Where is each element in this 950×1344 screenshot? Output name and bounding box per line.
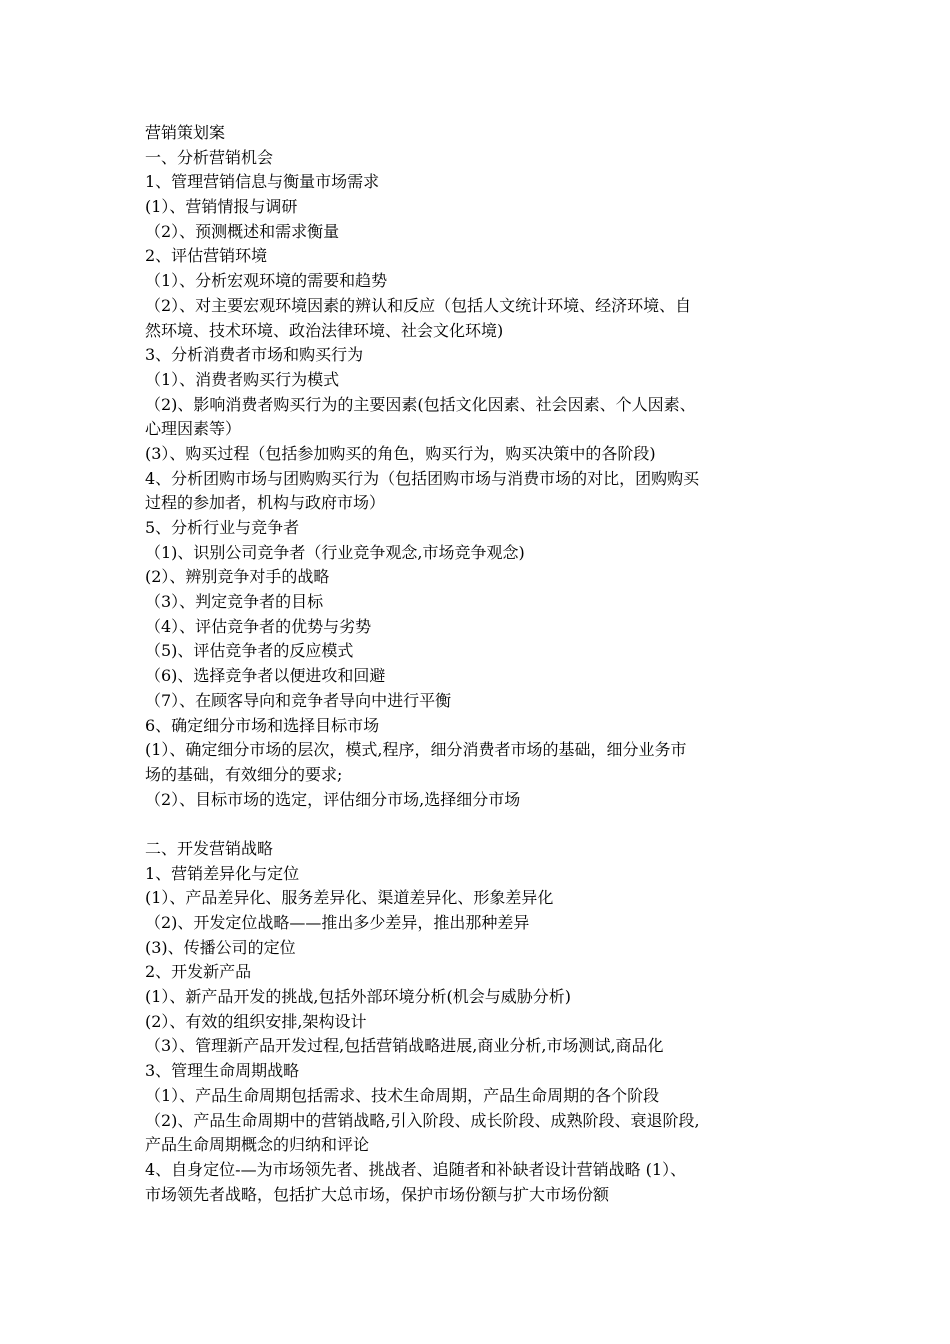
list-item: （2）、目标市场的选定，评估细分市场,选择细分市场 [145,789,521,809]
list-item: （1）、消费者购买行为模式 [145,369,340,389]
list-item: （3）、管理新产品开发过程,包括营销战略进展,商业分析,市场测试,商品化 [145,1036,664,1056]
list-item: （4）、评估竞争者的优势与劣势 [145,616,372,636]
subsection-heading-continued: 过程的参加者，机构与政府市场） [145,493,386,513]
list-item: （2)、开发定位战略——推出多少差异，推出那种差异 [145,913,530,932]
document-body [145,121,815,1207]
list-item: （3）、判定竞争者的目标 [145,592,324,612]
list-item: （1)、识别公司竞争者（行业竞争观念,市场竞争观念) [145,542,525,562]
list-item: （1）、产品生命周期包括需求、技术生命周期，产品生命周期的各个阶段 [145,1085,660,1105]
list-item: （7）、在顾客导向和竞争者导向中进行平衡 [145,690,452,710]
list-item-continued: 心理因素等） [145,419,242,439]
list-item: (1）、新产品开发的挑战,包括外部环境分析(机会与威胁分析) [145,987,571,1007]
list-item: (3）、购买过程（包括参加购买的角色，购买行为，购买决策中的各阶段) [145,443,656,463]
list-item: (2）、辨别竞争对手的战略 [145,567,330,587]
list-item: (3)、传播公司的定位 [145,937,296,957]
subsection-heading: 1、管理营销信息与衡量市场需求 [145,172,380,192]
list-item-continued: 然环境、技术环境、政治法律环境、社会文化环境) [145,320,504,340]
list-item: （2）、对主要宏观环境因素的辨认和反应（包括人文统计环境、经济环境、自 [145,295,692,315]
list-item: （1）、分析宏观环境的需要和趋势 [145,271,388,291]
list-item-continued: 市场领先者战略，包括扩大总市场，保护市场份额与扩大市场份额 [145,1184,610,1204]
list-item: (1）、确定细分市场的层次，模式,程序，细分消费者市场的基础，细分业务市 [145,740,687,760]
list-item-continued: 产品生命周期概念的归纳和评论 [145,1135,370,1155]
section-heading: 二、开发营销战略 [145,838,274,858]
subsection-heading: 2、开发新产品 [145,962,252,982]
blank-line [145,812,815,837]
list-item-continued: 场的基础，有效细分的要求; [145,764,343,784]
list-item: (2）、有效的组织安排,架构设计 [145,1011,367,1031]
subsection-heading: 4、分析团购市场与团购购买行为（包括团购市场与消费市场的对比，团购购买 [145,468,700,488]
list-item: （2）、预测概述和需求衡量 [145,221,340,241]
section-heading: 一、分析营销机会 [145,147,274,167]
subsection-heading: 2、评估营销环境 [145,246,268,266]
subsection-heading: 3、管理生命周期战略 [145,1061,300,1081]
list-item: (1）、产品差异化、服务差异化、渠道差异化、形象差异化 [145,888,554,908]
document-title: 营销策划案 [145,123,226,142]
list-item: （5)、评估竞争者的反应模式 [145,641,354,661]
subsection-heading: 1、营销差异化与定位 [145,863,300,883]
subsection-heading: 5、分析行业与竞争者 [145,518,300,537]
subsection-heading: 6、确定细分市场和选择目标市场 [145,715,380,735]
list-item: （2)、影响消费者购买行为的主要因素(包括文化因素、社会因素、个人因素、 [145,394,696,414]
list-item: （6)、选择竞争者以便进攻和回避 [145,666,386,686]
list-item: （2)、产品生命周期中的营销战略,引入阶段、成长阶段、成熟阶段、衰退阶段, [145,1110,700,1130]
list-item: (1）、营销情报与调研 [145,197,298,217]
subsection-heading: 3、分析消费者市场和购买行为 [145,345,364,365]
subsection-heading: 4、自身定位-—为市场领先者、挑战者、追随者和补缺者设计营销战略 (1）、 [145,1159,687,1179]
